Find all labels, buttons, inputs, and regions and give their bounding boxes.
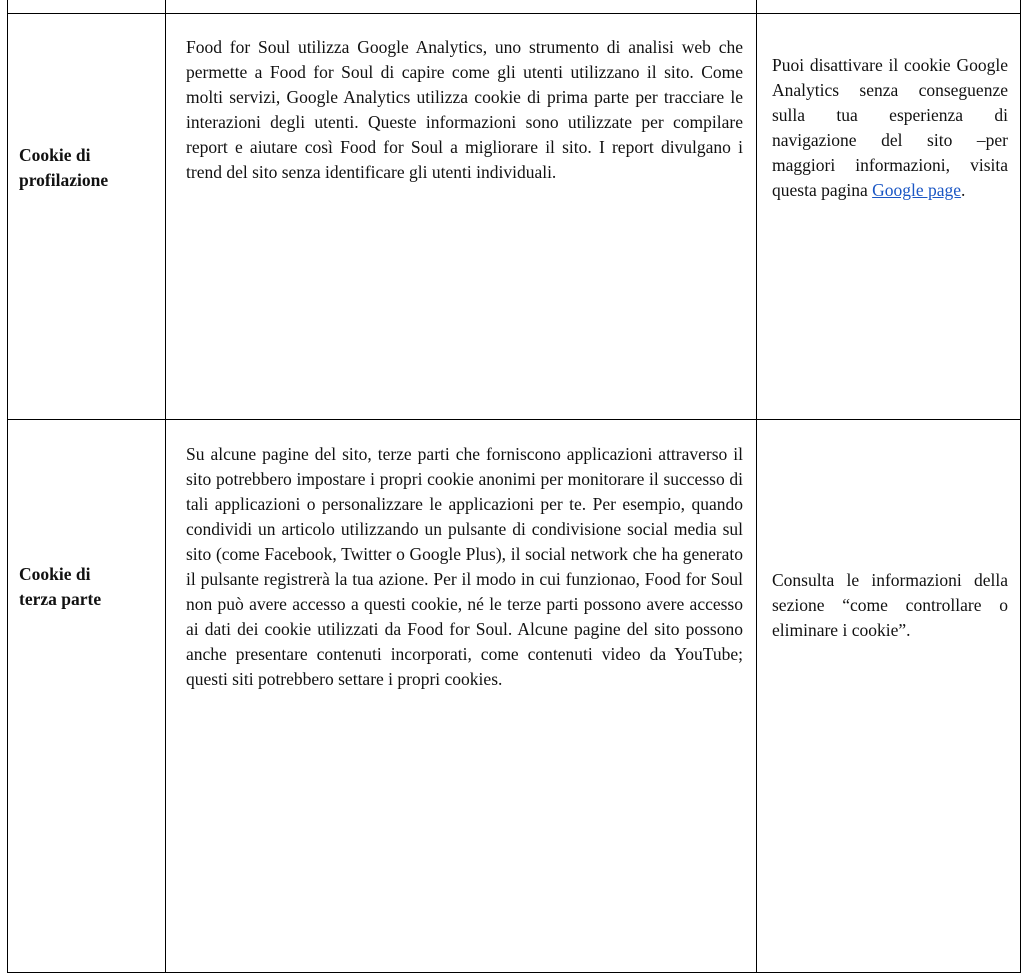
label-line: Cookie di	[19, 145, 91, 165]
cookie-action	[757, 14, 1021, 420]
description-text: Food for Soul utilizza Google Analytics, uno strumento di analisi web che permette a Food for Soul di capire come gli utenti utilizzano il sito. Come molti servizi, Google Analytics utilizza cookie di prima parte per tracciare le interazioni degli utenti. Queste informazioni sono utilizzate per compilare report e aiutare così Food for Soul a migliorare il sito. I report divulgano i trend del sito senza identificare gli utenti individuali.	[186, 37, 743, 182]
cookie-action	[757, 420, 1021, 973]
cookie-description	[166, 14, 757, 420]
stub-cell	[8, 0, 166, 14]
google-page-link[interactable]: Google page	[872, 180, 962, 200]
label-line: profilazione	[19, 170, 109, 190]
cookie-description	[166, 420, 757, 973]
label-line: Cookie di	[19, 564, 91, 584]
table-row	[8, 14, 1021, 420]
label-line: terza parte	[19, 589, 102, 609]
cookie-table	[7, 0, 1021, 973]
cookie-type-label	[8, 14, 166, 420]
description-text: Su alcune pagine del sito, terze parti che forniscono applicazioni attraverso il sito potrebbero impostare i propri cookie anonimi per monitorare il successo di tali applicazioni o personalizzare le applicazioni per te. Per esempio, quando condividi un articolo utilizzando un pulsante di condivisione social media sul sito (come Facebook, Twitter o Google Plus), il social network che ha generato il pulsante registrerà la tua azione. Per il modo in cui funzionao, Food for Soul non può avere accesso a questi cookie, né le terze parti possono avere accesso ai dati dei cookie utilizzati da Food for Soul. Alcune pagine del sito possono anche presentare contenuti incorporati, come contenuti video da YouTube; questi siti potrebbero settare i propri cookies.	[186, 444, 743, 689]
cookie-type-label	[8, 420, 166, 973]
action-end: .	[961, 180, 966, 200]
table-row	[8, 420, 1021, 973]
action-text: Puoi disattivare il cookie Google Analytics senza conseguenze sulla tua esperienza di navigazione del sito –per maggiori informazioni, visita questa pagina	[772, 55, 1008, 200]
table-row-previous-stub	[8, 0, 1021, 14]
stub-cell	[757, 0, 1021, 14]
stub-cell	[166, 0, 757, 14]
action-text: Consulta le informazioni della sezione “come controllare o eliminare i cookie”.	[772, 570, 1008, 640]
